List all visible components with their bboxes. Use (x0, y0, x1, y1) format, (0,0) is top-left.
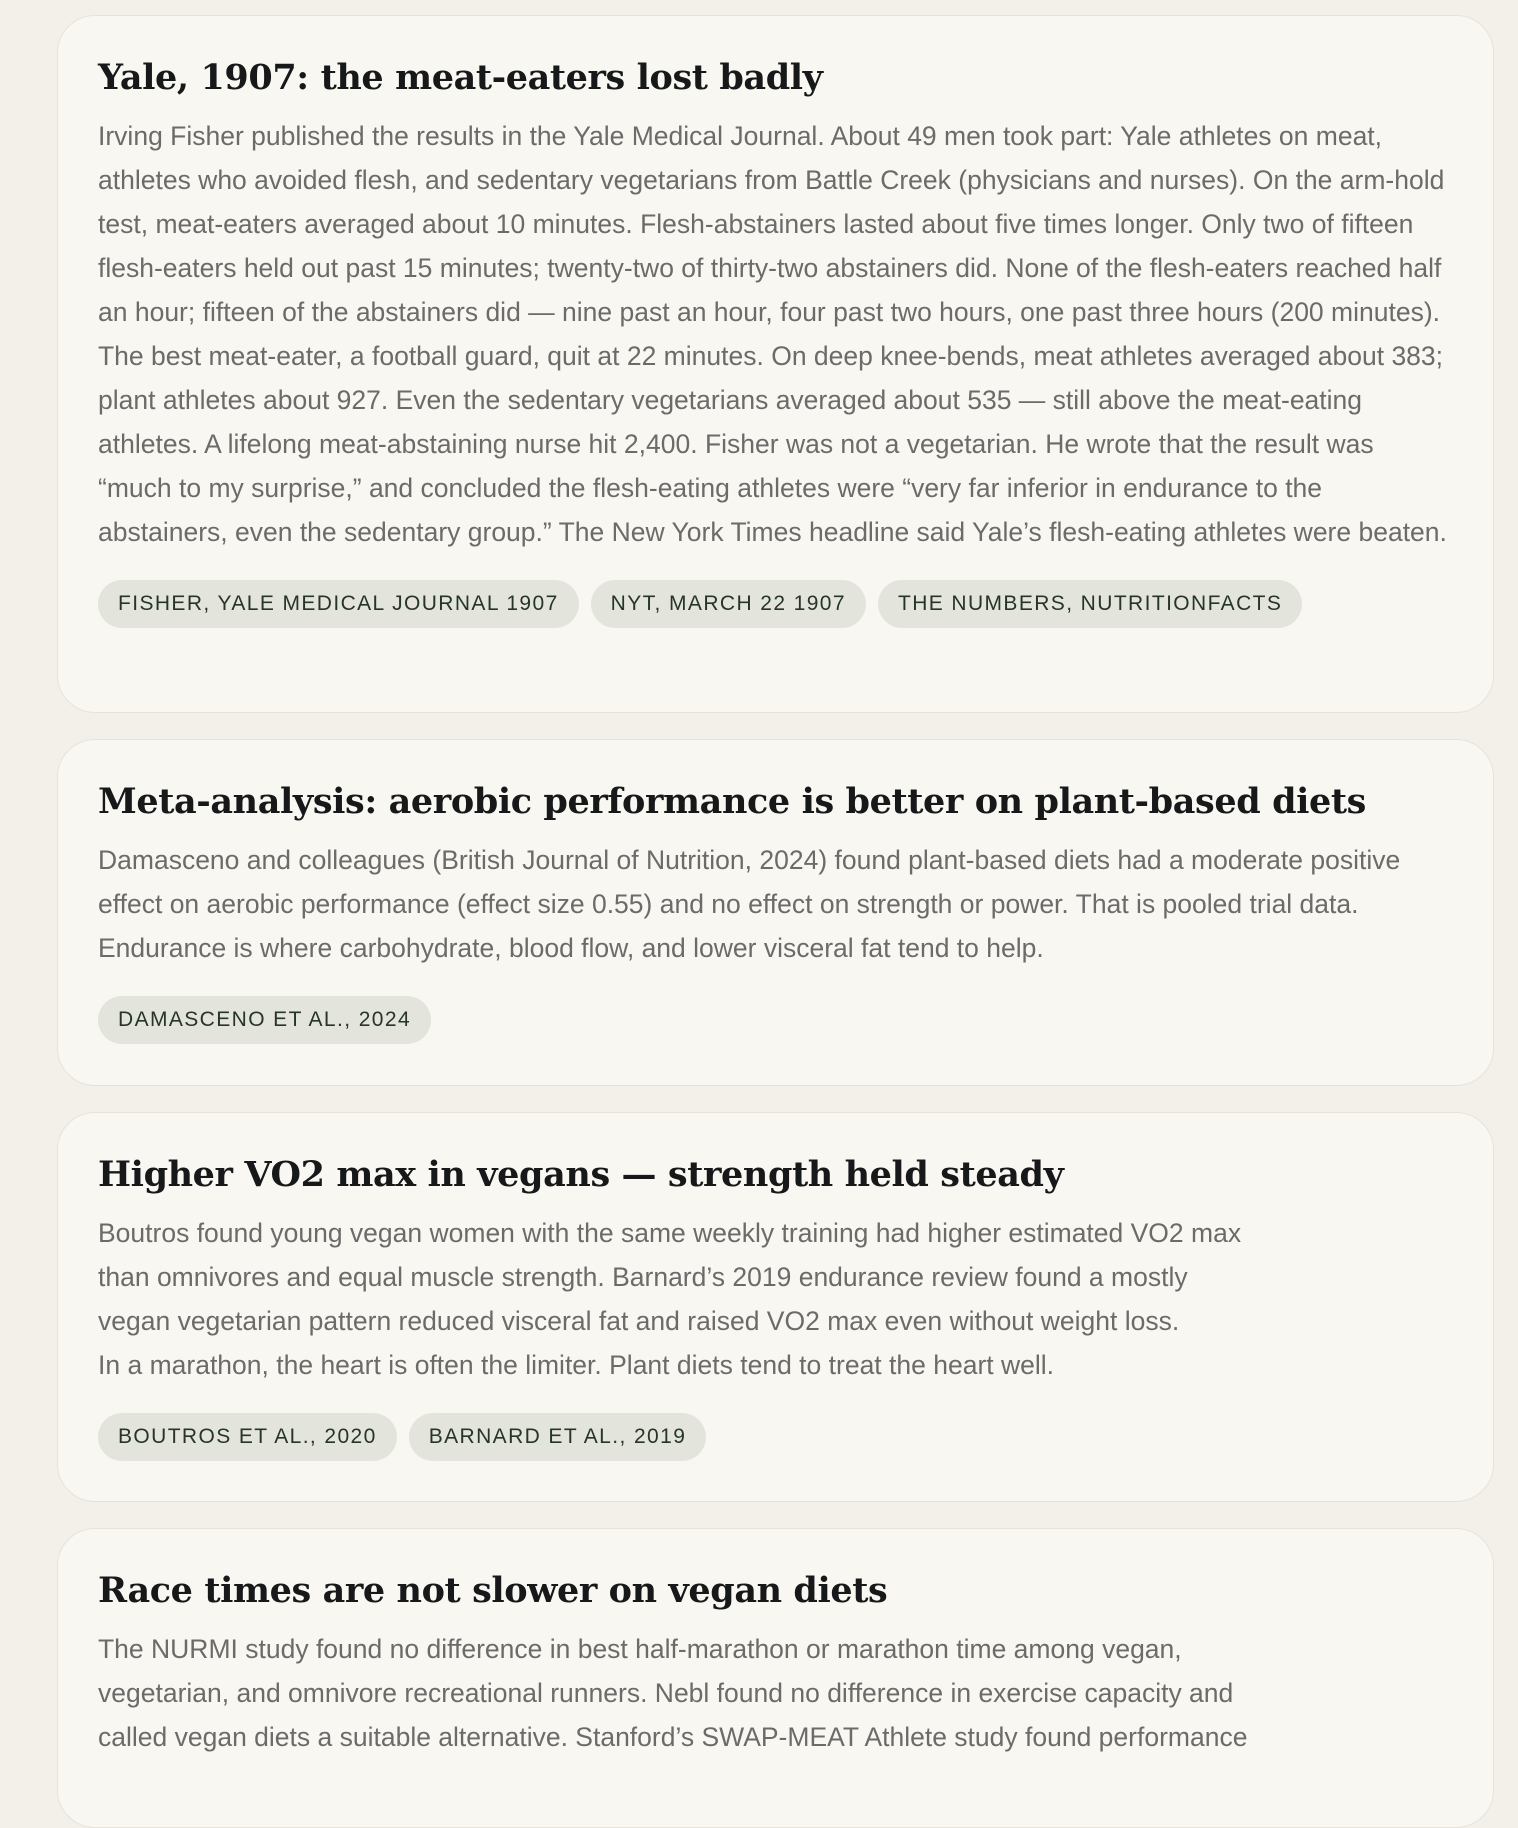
study-card-yale-1907 (57, 15, 1494, 713)
source-tag-damasceno[interactable]: DAMASCENO ET AL., 2024 (98, 996, 431, 1044)
card-title: Meta-analysis: aerobic performance is better on plant-based diets (98, 781, 1366, 822)
study-card-vo2-max (57, 1112, 1494, 1502)
card-body: Damasceno and colleagues (British Journal of Nutrition, 2024) found plant-based diets had a moderate positive effect on aerobic performance (effect size 0.55) and no effect on strength or power. That is pooled trial data. Endurance is where carbohydrate, blood flow, and lower visceral fat tend to help. (98, 844, 1401, 963)
card-body-line: Boutros found young vegan women with the same weekly training had higher estimated VO2 max (98, 1217, 1242, 1248)
study-card-meta-analysis (57, 739, 1494, 1086)
source-tag-fisher[interactable]: FISHER, YALE MEDICAL JOURNAL 1907 (98, 580, 579, 628)
card-body (98, 1627, 1453, 1759)
card-body-line: The NURMI study found no difference in best half-marathon or marathon time among vegan, (98, 1633, 1182, 1664)
source-tags (98, 580, 1453, 628)
card-title: Race times are not slower on vegan diets (98, 1570, 888, 1611)
source-tag-nutritionfacts[interactable]: THE NUMBERS, NUTRITIONFACTS (878, 580, 1302, 628)
card-title: Higher VO2 max in vegans — strength held steady (98, 1154, 1064, 1195)
card-title: Yale, 1907: the meat-eaters lost badly (98, 57, 823, 98)
card-body-line: In a marathon, the heart is often the limiter. Plant diets tend to treat the heart well. (98, 1349, 1055, 1380)
card-body-line: vegetarian, and omnivore recreational runners. Nebl found no difference in exercise capacity and (98, 1677, 1234, 1708)
source-tags (98, 996, 1453, 1044)
source-tags (98, 1413, 1453, 1461)
card-body-line: than omnivores and equal muscle strength. Barnard’s 2019 endurance review found a mostly (98, 1261, 1188, 1292)
card-body-line: vegan vegetarian pattern reduced visceral fat and raised VO2 max even without weight loss. (98, 1305, 1180, 1336)
source-tag-barnard[interactable]: BARNARD ET AL., 2019 (409, 1413, 707, 1461)
card-body (98, 1211, 1453, 1387)
card-body: Irving Fisher published the results in the Yale Medical Journal. About 49 men took part: Yale athletes on meat, athletes who avoided flesh, and sedentary vegetarians from Battle Creek (physicians and nurses). On the arm-hold test, meat-eaters averaged about 10 minutes. Flesh-abstainers lasted about five times longer. Only two of fifteen flesh-eaters held out past 15 minutes; twenty-two of thirty-two abstainers did. None of the flesh-eaters reached half an hour; fifteen of the abstainers did — nine past an hour, four past two hours, one past three hours (200 minutes). The best meat-eater, a football guard, quit at 22 minutes. On deep knee-bends, meat athletes averaged about 383; plant athletes about 927. Even the sedentary vegetarians averaged about 535 — still above the meat-eating athletes. A lifelong meat-abstaining nurse hit 2,400. Fisher was not a vegetarian. He wrote that the result was “much to my surprise,” and concluded the flesh-eating athletes were “very far inferior in endurance to the abstainers, even the sedentary group.” The New York Times headline said Yale’s flesh-eating athletes were beaten. (98, 120, 1447, 547)
study-card-race-times (57, 1528, 1494, 1828)
source-tag-boutros[interactable]: BOUTROS ET AL., 2020 (98, 1413, 397, 1461)
source-tag-nyt[interactable]: NYT, MARCH 22 1907 (591, 580, 866, 628)
card-body-line: called vegan diets a suitable alternative. Stanford’s SWAP-MEAT Athlete study found performance (98, 1721, 1248, 1752)
